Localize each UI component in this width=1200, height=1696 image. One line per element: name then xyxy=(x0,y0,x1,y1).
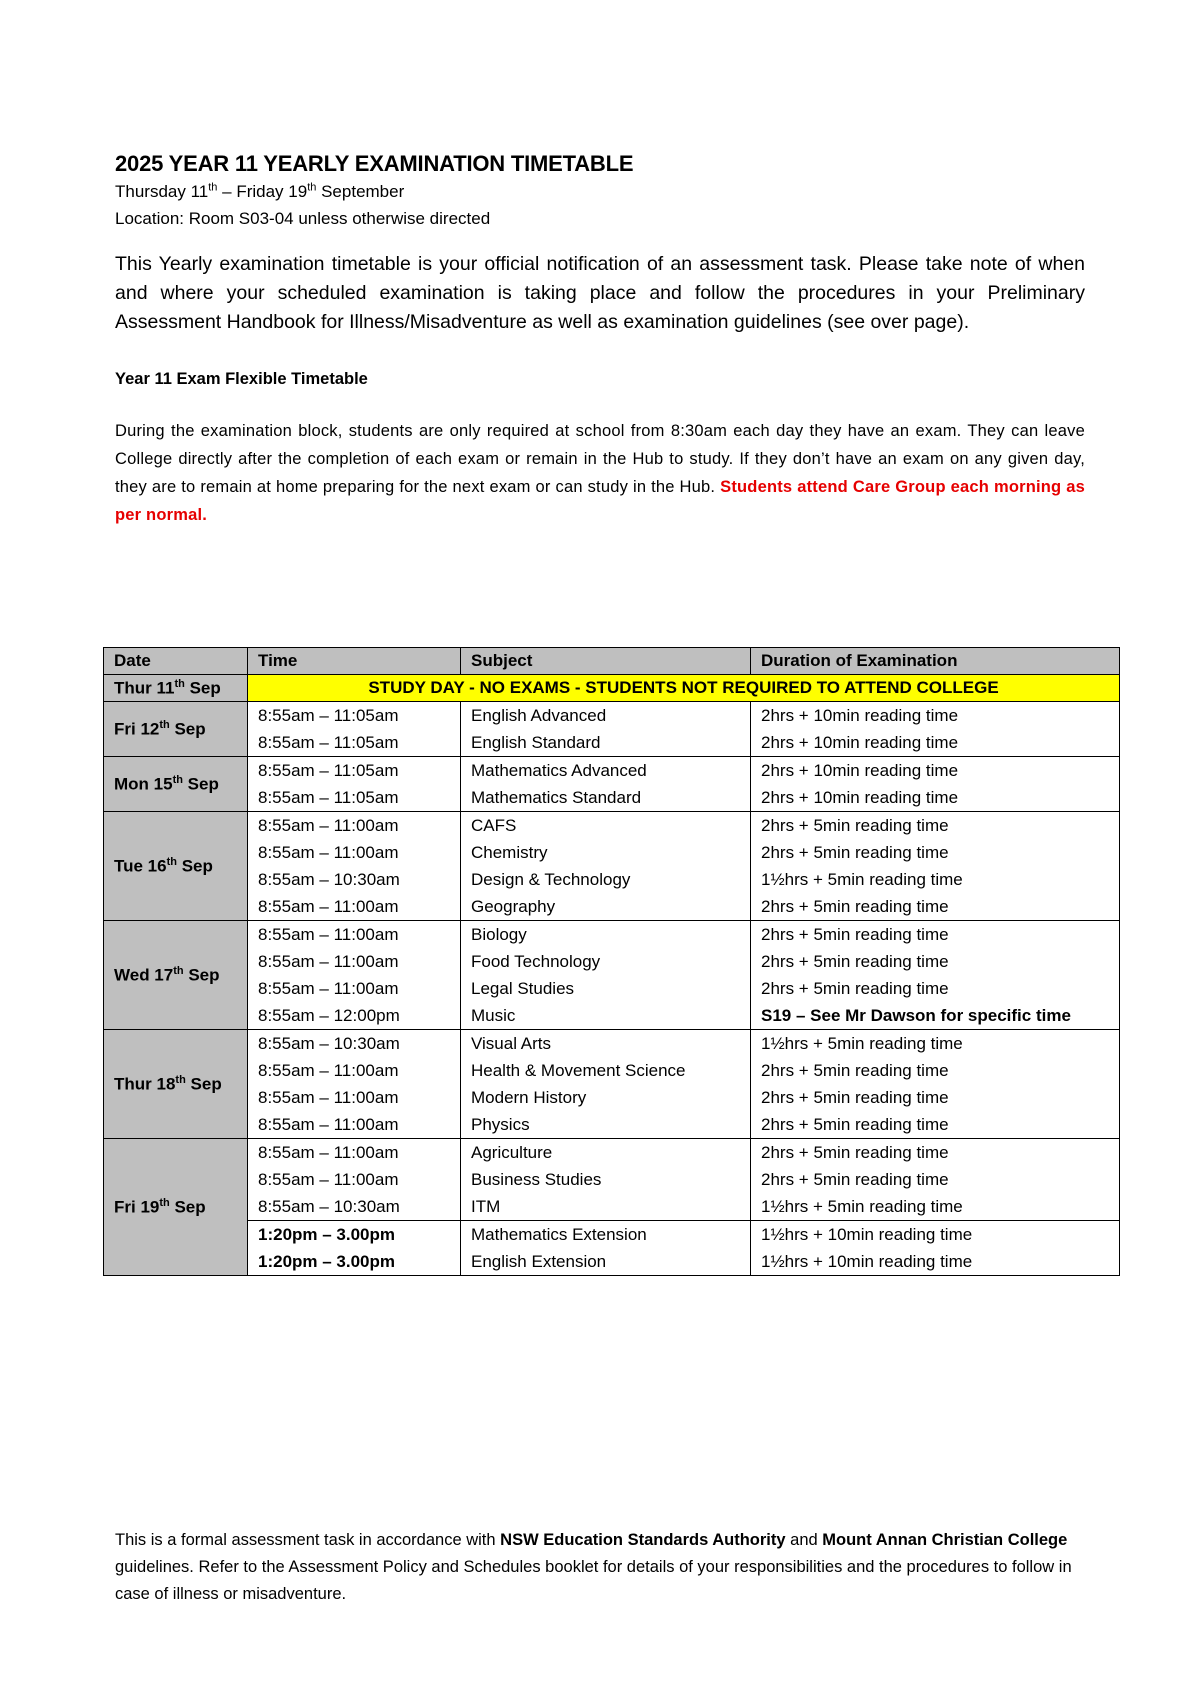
subject-line: Health & Movement Science xyxy=(471,1061,686,1080)
duration-line: 2hrs + 5min reading time xyxy=(761,1115,949,1134)
subject-line: Geography xyxy=(471,897,556,916)
header-time: Time xyxy=(248,648,461,675)
duration-cell xyxy=(751,757,1120,812)
time-lines xyxy=(258,757,450,811)
time-line: 8:55am – 11:00am xyxy=(258,952,399,971)
time-line: 8:55am – 11:00am xyxy=(258,897,399,916)
time-line: 1:20pm – 3.00pm xyxy=(258,1252,396,1271)
exam-timetable xyxy=(103,647,1120,1276)
time-lines xyxy=(258,1139,450,1220)
time-cell xyxy=(248,921,461,1030)
date-ordinal: th xyxy=(173,964,184,977)
intro-paragraph: This Yearly examination timetable is your official notification of an assessment task. Please take note of when and where your scheduled examination is taking place and follow the procedures in your Preliminary Assessment Handbook for Illness/Misadventure as well as examination guidelines (see over page). xyxy=(115,253,1085,333)
duration-line: 2hrs + 5min reading time xyxy=(761,925,949,944)
header-subject: Subject xyxy=(461,648,751,675)
duration-lines xyxy=(761,1030,1109,1138)
subject-line: Biology xyxy=(471,925,527,944)
duration-line: 1½hrs + 5min reading time xyxy=(761,1034,963,1053)
date-month: Sep xyxy=(182,774,219,794)
time-lines xyxy=(258,1030,450,1138)
time-cell xyxy=(248,1139,461,1221)
subject-cell xyxy=(461,812,751,921)
duration-line: 2hrs + 5min reading time xyxy=(761,1170,949,1189)
date-text: Fri 12 xyxy=(114,719,160,739)
date-text: Fri 19 xyxy=(114,1197,160,1217)
table-row xyxy=(104,921,1120,1030)
exam-location: Location: Room S03-04 unless otherwise directed xyxy=(115,209,491,228)
time-lines xyxy=(258,921,450,1029)
date-ordinal: th xyxy=(175,1073,186,1086)
subject-lines xyxy=(471,1221,740,1275)
duration-cell xyxy=(751,1030,1120,1139)
table-row xyxy=(104,812,1120,921)
duration-line: 2hrs + 5min reading time xyxy=(761,1143,949,1162)
date-cell xyxy=(104,1139,248,1276)
date-text: Tue 16 xyxy=(114,856,167,876)
duration-line: 2hrs + 5min reading time xyxy=(761,816,949,835)
duration-line: 1½hrs + 10min reading time xyxy=(761,1225,973,1244)
date-text: Wed 17 xyxy=(114,965,174,985)
care-group-note: Students attend Care Group each morning as per normal. xyxy=(115,478,1086,524)
time-cell xyxy=(248,1221,461,1276)
time-line: 8:55am – 11:00am xyxy=(258,1061,399,1080)
subject-lines xyxy=(471,1030,740,1138)
time-line: 8:55am – 11:00am xyxy=(258,1115,399,1134)
flexible-timetable-heading: Year 11 Exam Flexible Timetable xyxy=(115,370,368,388)
time-line: 8:55am – 10:30am xyxy=(258,870,400,889)
date-month: Sep xyxy=(185,1074,222,1094)
duration-line: 2hrs + 5min reading time xyxy=(761,952,949,971)
date-month: Sep xyxy=(169,719,206,739)
time-line: 8:55am – 11:00am xyxy=(258,816,399,835)
subject-line: English Advanced xyxy=(471,706,607,725)
time-line: 8:55am – 11:00am xyxy=(258,925,399,944)
table-row-study-day xyxy=(104,675,1120,702)
subject-line: Business Studies xyxy=(471,1170,602,1189)
subject-line: Design & Technology xyxy=(471,870,631,889)
subject-line: Physics xyxy=(471,1115,530,1134)
time-line: 8:55am – 10:30am xyxy=(258,1197,400,1216)
time-lines xyxy=(258,1221,450,1275)
duration-line: 2hrs + 10min reading time xyxy=(761,733,959,752)
date-ordinal: th xyxy=(172,773,183,786)
subject-line: English Extension xyxy=(471,1252,607,1271)
subject-line: Music xyxy=(471,1006,516,1025)
date-text: Thur 18 xyxy=(114,1074,176,1094)
study-day-note: STUDY DAY - NO EXAMS - STUDENTS NOT REQUIRED TO ATTEND COLLEGE xyxy=(248,675,1120,702)
subject-lines xyxy=(471,812,740,920)
time-line: 8:55am – 11:05am xyxy=(258,706,399,725)
subject-line: Mathematics Advanced xyxy=(471,761,647,780)
subject-line: CAFS xyxy=(471,816,517,835)
table-row xyxy=(104,1139,1120,1221)
subject-cell xyxy=(461,757,751,812)
duration-line: 1½hrs + 5min reading time xyxy=(761,870,963,889)
subject-cell xyxy=(461,1221,751,1276)
subject-line: Agriculture xyxy=(471,1143,553,1162)
time-line: 8:55am – 11:05am xyxy=(258,788,399,807)
header-date: Date xyxy=(104,648,248,675)
duration-lines xyxy=(761,757,1109,811)
subject-lines xyxy=(471,1139,740,1220)
subject-lines xyxy=(471,921,740,1029)
subject-line: Visual Arts xyxy=(471,1034,552,1053)
subject-line: Mathematics Extension xyxy=(471,1225,647,1244)
table-row xyxy=(104,757,1120,812)
date-month: Sep xyxy=(169,1197,206,1217)
duration-line: 2hrs + 5min reading time xyxy=(761,897,949,916)
time-line: 8:55am – 11:00am xyxy=(258,1088,399,1107)
header-duration: Duration of Examination xyxy=(751,648,1120,675)
duration-line: 1½hrs + 10min reading time xyxy=(761,1252,973,1271)
subject-cell xyxy=(461,921,751,1030)
duration-line: 2hrs + 5min reading time xyxy=(761,843,949,862)
subject-line: ITM xyxy=(471,1197,501,1216)
date-cell xyxy=(104,1030,248,1139)
subject-line: Mathematics Standard xyxy=(471,788,642,807)
date-cell xyxy=(104,702,248,757)
time-line: 8:55am – 12:00pm xyxy=(258,1006,400,1025)
table-row xyxy=(104,1030,1120,1139)
time-line: 1:20pm – 3.00pm xyxy=(258,1225,396,1244)
subject-line: English Standard xyxy=(471,733,601,752)
duration-line: 2hrs + 5min reading time xyxy=(761,979,949,998)
date-cell xyxy=(104,921,248,1030)
time-line: 8:55am – 11:00am xyxy=(258,1170,399,1189)
exam-dates: Thursday 11th – Friday 19th September xyxy=(115,181,405,201)
time-lines xyxy=(258,702,450,756)
duration-cell xyxy=(751,1139,1120,1221)
date-cell: Thur 11th Sep xyxy=(104,675,248,702)
date-month: Sep xyxy=(183,965,220,985)
time-lines xyxy=(258,812,450,920)
time-line: 8:55am – 11:00am xyxy=(258,979,399,998)
duration-lines xyxy=(761,1221,1109,1275)
time-cell xyxy=(248,1030,461,1139)
time-line: 8:55am – 11:05am xyxy=(258,733,399,752)
subject-line: Modern History xyxy=(471,1088,587,1107)
date-ordinal: th xyxy=(159,718,170,731)
time-cell xyxy=(248,702,461,757)
table-row-afternoon xyxy=(104,1221,1120,1276)
duration-lines xyxy=(761,702,1109,756)
duration-line: 2hrs + 10min reading time xyxy=(761,761,959,780)
duration-lines xyxy=(761,812,1109,920)
date-text: Mon 15 xyxy=(114,774,173,794)
duration-line: 2hrs + 5min reading time xyxy=(761,1088,949,1107)
time-line: 8:55am – 11:00am xyxy=(258,843,399,862)
time-cell xyxy=(248,757,461,812)
date-cell xyxy=(104,812,248,921)
flexible-timetable-text: During the examination block, students are only required at school from 8:30am each day they have an exam. They can leave College directly after the completion of each exam or remain in the Hub to study. If they don’t have an exam on any given day, they are to remain at home preparing for the next exam or can study in the Hub. Students attend Care Group each morning as per normal. xyxy=(115,422,1086,524)
table-header-row xyxy=(104,648,1120,675)
duration-cell xyxy=(751,1221,1120,1276)
table-body xyxy=(104,675,1120,1276)
duration-line: 2hrs + 10min reading time xyxy=(761,706,959,725)
table-row xyxy=(104,702,1120,757)
footer-note: This is a formal assessment task in accordance with NSW Education Standards Authority and Mount Annan Christian College guidelines. Refer to the Assessment Policy and Schedules booklet for details of your responsibilities and the procedures to follow in case of illness or misadventure. xyxy=(115,1531,1072,1603)
duration-line: S19 – See Mr Dawson for specific time xyxy=(761,1006,1071,1025)
duration-line: 2hrs + 10min reading time xyxy=(761,788,959,807)
duration-lines xyxy=(761,921,1109,1029)
subject-line: Chemistry xyxy=(471,843,548,862)
duration-line: 2hrs + 5min reading time xyxy=(761,1061,949,1080)
duration-lines xyxy=(761,1139,1109,1220)
subject-line: Legal Studies xyxy=(471,979,575,998)
subject-cell xyxy=(461,1030,751,1139)
date-month: Sep xyxy=(176,856,213,876)
time-cell xyxy=(248,812,461,921)
time-line: 8:55am – 11:00am xyxy=(258,1143,399,1162)
time-line: 8:55am – 10:30am xyxy=(258,1034,400,1053)
document-page xyxy=(115,150,1085,529)
date-cell xyxy=(104,757,248,812)
subject-cell xyxy=(461,1139,751,1221)
time-line: 8:55am – 11:05am xyxy=(258,761,399,780)
duration-line: 1½hrs + 5min reading time xyxy=(761,1197,963,1216)
subject-lines xyxy=(471,702,740,756)
subject-cell xyxy=(461,702,751,757)
date-ordinal: th xyxy=(159,1196,170,1209)
page-title: 2025 YEAR 11 YEARLY EXAMINATION TIMETABLE xyxy=(115,151,634,176)
duration-cell xyxy=(751,702,1120,757)
subject-lines xyxy=(471,757,740,811)
date-ordinal: th xyxy=(166,855,177,868)
duration-cell xyxy=(751,812,1120,921)
duration-cell xyxy=(751,921,1120,1030)
subject-line: Food Technology xyxy=(471,952,601,971)
